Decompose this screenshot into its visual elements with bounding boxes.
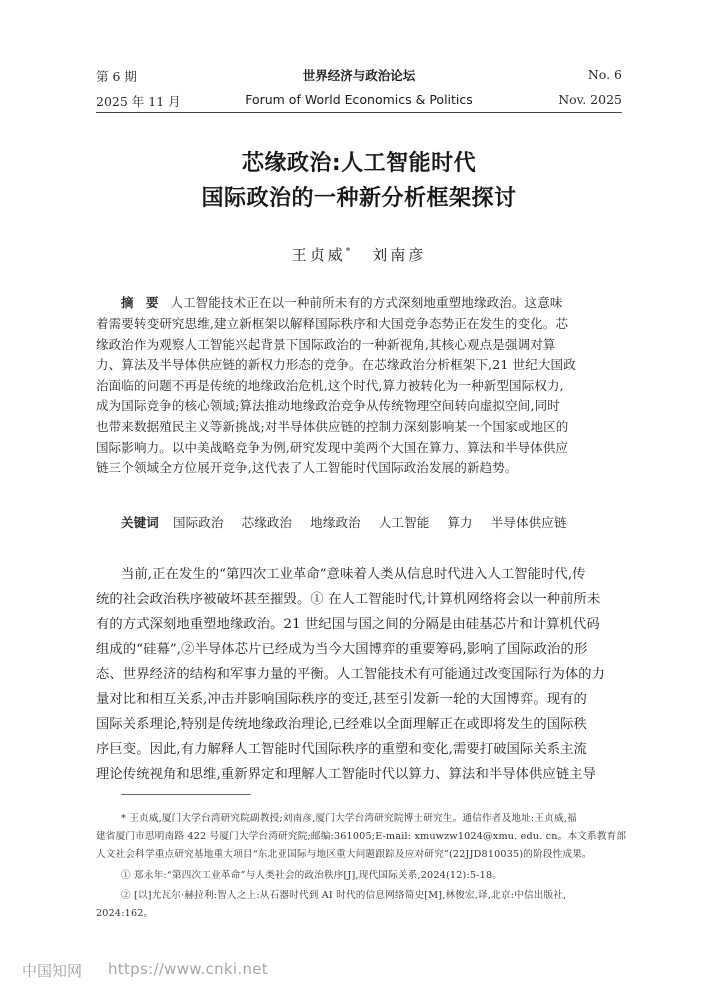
footnote-2-continued: 2024:162。 — [96, 908, 154, 919]
abstract-line-3: 缘政治作为观察人工智能兴起背景下国际政治的一种新视角,其核心观点是强调对算 — [96, 337, 556, 352]
cnki-site-name: 中国知网 — [22, 962, 83, 980]
body-line-2: 统的社会政治秩序被破坏甚至摧毁。① 在人工智能时代,计算机网络将会以一种前所未 — [96, 592, 601, 607]
header-date-cn: 2025 年 11 月 — [96, 94, 181, 109]
abstract-line-7: 也带来数据殖民主义等新挑战;对半导体供应链的控制力深刻影响某一个国家或地区的 — [96, 419, 569, 434]
header-issue-cn: 第 6 期 — [96, 69, 137, 84]
keyword: 算力 — [447, 515, 473, 530]
header-issue-en: No. 6 — [587, 67, 622, 82]
abstract-line-2: 着需要转变研究思维,建立新框架以解释国际秩序和大国竞争态势正在发生的变化。芯 — [96, 316, 569, 331]
author-1: 王贞威 — [291, 246, 346, 264]
footnote-rule — [121, 794, 251, 795]
keyword: 芯缘政治 — [241, 515, 293, 530]
body-line-4: 组成的“硅幕”,②半导体芯片已经成为当今大国博弈的重要筹码,影响了国际政治的形 — [96, 642, 588, 657]
keywords — [121, 513, 585, 534]
body-line-3: 有的方式深刻地重塑地缘政治。21 世纪国与国之间的分隔是由硅基芯片和计算机代码 — [96, 617, 600, 632]
footnote-author-info-3: 人文社会科学重点研究基地重大项目“东北亚国际与地区重大问题跟踪及应对研究”(22JJD810035)的阶段性成果。 — [96, 849, 592, 860]
keywords-label: 关键词 — [121, 515, 159, 530]
keyword: 人工智能 — [378, 515, 430, 530]
body-line-8: 序巨变。因此,有力解释人工智能时代国际秩序的重塑和变化,需要打破国际关系主流 — [96, 742, 587, 757]
cnki-url-link[interactable]: https://www.cnki.net — [108, 960, 268, 978]
keyword: 地缘政治 — [310, 515, 361, 530]
header-date-en: Nov. 2025 — [558, 92, 622, 107]
body-line-6: 量对比和相互关系,冲击并影响国际秩序的变迁,甚至引发新一轮的大国博弈。现有的 — [96, 692, 587, 707]
keyword: 半导体供应链 — [490, 515, 567, 530]
abstract-line-5: 治面临的问题不再是传统的地缘政治危机,这个时代,算力被转化为一种新型国际权力, — [96, 378, 564, 393]
footnote-author-info-2: 建省厦门市思明南路 422 号厦门大学台湾研究院;邮编:361005;E-mail: xmuwzw1024@xmu. edu. cn。本文系教育部 — [96, 831, 627, 842]
footnote-2: ② [以]尤瓦尔·赫拉利:智人之上:从石器时代到 AI 时代的信息网络简史[M],林俊宏,译,北京:中信出版社, — [121, 890, 567, 901]
body-line-9: 理论传统视角和思维,重新界定和理解人工智能时代以算力、算法和半导体供应链主导 — [96, 767, 597, 782]
article-title-line2: 国际政治的一种新分析框架探讨 — [201, 186, 517, 211]
body-line-5: 态、世界经济的结构和军事力量的平衡。人工智能技术有可能通过改变国际行为体的力 — [96, 667, 606, 682]
author-1-footnote-mark: * — [345, 247, 351, 257]
keyword: 国际政治 — [172, 515, 224, 530]
abstract-line-1 — [121, 293, 563, 314]
author-list — [0, 244, 718, 265]
abstract-line-6: 成为国际竞争的核心领域;算法推动地缘政治竞争从传统物理空间转向虚拟空间,同时 — [96, 398, 560, 413]
abstract-label: 摘 要 — [121, 295, 163, 310]
body-line-7: 国际关系理论,特别是传统地缘政治理论,已经难以全面理解正在或即将发生的国际秩 — [96, 717, 587, 732]
footnote-author-info-1: * 王贞威,厦门大学台湾研究院副教授;刘南彦,厦门大学台湾研究院博士研究生。通信作者及地址:王贞威,福 — [121, 813, 577, 824]
body-line-1: 当前,正在发生的“第四次工业革命”意味着人类从信息时代进入人工智能时代,传 — [121, 567, 586, 582]
footnote-1: ① 郑永年:“第四次工业革命”与人类社会的政治秩序[J],现代国际关系,2024(12):5-18。 — [121, 870, 503, 881]
abstract-line-8: 国际影响力。以中美战略竞争为例,研究发现中美两个大国在算力、算法和半导体供应 — [96, 440, 569, 455]
header-rule — [96, 112, 622, 113]
journal-title-en: Forum of World Economics & Politics — [245, 92, 473, 107]
abstract-line-4: 力、算法及半导体供应链的新权力形态的竞争。在芯缘政治分析框架下,21 世纪大国政 — [96, 357, 576, 372]
article-title-line1: 芯缘政治:人工智能时代 — [241, 151, 477, 176]
abstract-text: 人工智能技术正在以一种前所未有的方式深刻地重塑地缘政治。这意味 — [170, 295, 563, 310]
author-2: 刘南彦 — [372, 246, 427, 264]
journal-title-cn: 世界经济与政治论坛 — [302, 68, 416, 83]
abstract-line-9: 链三个领域全方位展开竞争,这代表了人工智能时代国际政治发展的新趋势。 — [96, 460, 518, 475]
